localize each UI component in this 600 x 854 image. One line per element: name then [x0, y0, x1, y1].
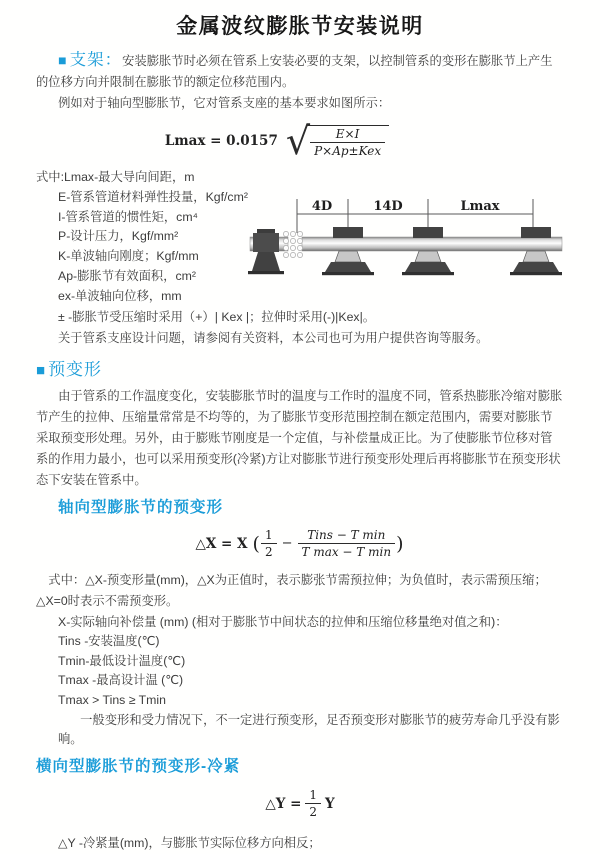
- lmax-fraction: [310, 127, 385, 158]
- sqrt-symbol-icon: √: [285, 119, 311, 163]
- vars-intro-line: 式中:Lmax-最大导向间距，m: [36, 170, 195, 184]
- var-line-ap: Ap-膨胀节有效面积，cm²: [58, 268, 196, 283]
- denominator: T max − T min: [301, 545, 392, 560]
- numerator: 1: [261, 528, 277, 544]
- preform-paragraph: 由于管系的工作温度变化，安装膨胀节时的温度与工作时的温度不同，管系热膨胀冷缩对膨胀节产生的拉伸、压缩量常常是不均等的，为了膨胀节变形范围控制在额定范围内，需要对膨胀节采取预变形处理。另外，由于膨账节刚度是一个定值，与补偿量成正比。为了使膨胀节位移对管系的作用力最小，也可以采用预变形(冷紧)方让对膨胀节进行预变形处理后再将膨胀节在预变形状态下安装在管系中。: [36, 388, 563, 487]
- support-section-heading: [58, 51, 122, 69]
- var-line-i: I-管系管道的惯性矩，cm⁴: [58, 209, 198, 224]
- formula-lhs: △X = X: [195, 535, 248, 552]
- support-intro-text: 安装膨胀节时必须在管系上安装必要的支架，以控制管系的变形在膨胀节上产生的位移方向并限制在膨胀节的额定位移范围内。: [36, 54, 553, 89]
- lmax-formula: [36, 119, 518, 163]
- lateral-note-line: △Y -冷紧量(mm)，与膨胀节实际位移方向相反；: [58, 835, 321, 850]
- axial-preform-formula: [36, 524, 564, 564]
- fraction-numerator: E×I: [310, 127, 385, 143]
- formula-lhs: Lmax = 0.0157: [164, 133, 278, 149]
- note-x: X-实际轴向补偿量 (mm) (相对于膨胀节中间状态的拉伸和压缩位移量绝对值之和)：: [58, 614, 508, 629]
- minus-sign: −: [281, 536, 293, 552]
- support-heading-text: 支架：: [69, 51, 123, 69]
- anchor-support: [248, 229, 284, 274]
- note-inequality: Tmax > Tins ≥ Tmin: [58, 692, 166, 707]
- note-tmin: Tmin-最低设计温度(℃): [58, 653, 186, 668]
- page-title: 金属波纹膨胀节安装说明: [176, 15, 424, 38]
- formula-lhs: △Y =: [265, 795, 302, 812]
- blue-square-marker-icon: ■: [58, 52, 68, 68]
- fraction-denominator: P×Ap±Kex: [314, 143, 382, 158]
- lateral-preform-formula: [36, 785, 564, 823]
- var-line-k: K-单波轴向刚度；Kgf/mm: [58, 249, 199, 264]
- pm-note-line: ± -膨胀节受压缩时采用（+）| Kex |；拉伸时采用(-)|Kex|。: [58, 309, 376, 324]
- preform-heading-text: 预变形: [48, 359, 103, 379]
- axial-subheading: 轴向型膨胀节的预变形: [58, 498, 224, 516]
- left-paren: (: [252, 532, 260, 555]
- denominator: 2: [309, 805, 318, 820]
- numerator: Tins − T min: [298, 528, 396, 544]
- note-tins: Tins -安装温度(℃): [58, 634, 160, 649]
- pipe-support-diagram: [248, 194, 598, 307]
- sqrt-radicand: [306, 125, 389, 158]
- axial-notes: [36, 613, 564, 750]
- preform-section-heading: [36, 359, 564, 382]
- var-line-ex: ex-单波轴向位移，mm: [58, 288, 182, 303]
- numerator: 1: [305, 788, 321, 804]
- service-note-line: 关于管系支座设计问题，请参阅有关资料，本公司也可为用户提供咨询等服务。: [58, 330, 489, 345]
- note-general: 一般变形和受力情况下，不一定进行预变形，足否预变形对膨胀节的疲劳寿命几乎没有影响。: [58, 712, 560, 747]
- variable-definitions: [36, 168, 248, 307]
- axial-explain-paragraph: 式中：△X-预变形量(mm)，△X为正值时，表示膨张节需预拉伸；为负值时，表示需预压缩；△X=0时表示不需预变形。: [36, 572, 547, 608]
- note-tmax: Tmax -最高设计温 (℃): [58, 673, 184, 688]
- temperature-fraction: [298, 528, 396, 559]
- var-line-p: P-设计压力，Kgf/mm²: [58, 229, 179, 244]
- right-paren: ): [396, 532, 404, 555]
- dim-label-4d: 4D: [311, 199, 333, 214]
- support-example-line: 例如对于轴向型膨胀节，它对管系支座的基本要求如图所示：: [58, 96, 391, 110]
- dim-label-14d: 14D: [373, 199, 403, 214]
- blue-square-marker-icon: ■: [36, 361, 47, 379]
- formula-rhs: Y: [325, 795, 335, 812]
- half-fraction: [305, 788, 321, 819]
- denominator: 2: [264, 545, 273, 560]
- pipe: [302, 237, 562, 251]
- support-intro-paragraph: [36, 50, 564, 93]
- dim-label-lmax: Lmax: [460, 199, 500, 214]
- var-line-e: E-管系管道材料弹性投量，Kgf/cm²: [58, 189, 248, 204]
- pipe-support-diagram-svg: [248, 194, 598, 289]
- half-fraction: [261, 528, 277, 559]
- lateral-subheading: 横向型膨胀节的预变形-冷紧: [36, 757, 241, 775]
- variables-and-diagram-row: [36, 168, 596, 307]
